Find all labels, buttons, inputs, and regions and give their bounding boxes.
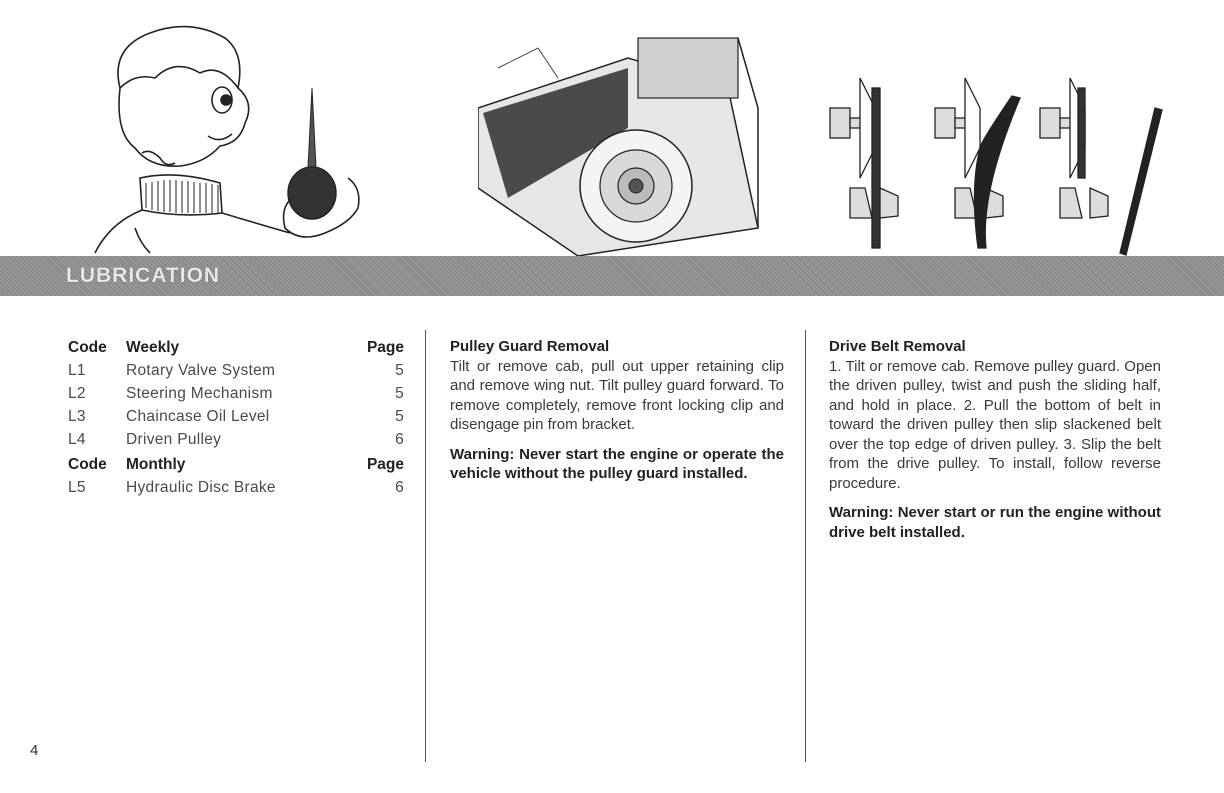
schedule-item: Driven Pulley [126,431,222,448]
pulley-guard-body: Tilt or remove cab, pull out upper retaining clip and remove wing nut. Tilt pulley guard forward. To remove completely, remove front locking clip and disengage pin from bracket. [450,357,784,433]
schedule-code: L4 [68,431,86,448]
schedule-page: 5 [395,408,404,425]
schedule-header-monthly [68,453,404,476]
section-title: LUBRICATION [66,264,221,287]
frequency-header: Weekly [126,339,180,356]
lubrication-schedule-table [68,336,404,499]
schedule-row [68,476,404,499]
pulley-guard-heading: Pulley Guard Removal [450,338,610,355]
schedule-item: Steering Mechanism [126,385,273,402]
pulley-guard-warning: Warning: Never start the engine or operate the vehicle without the pulley guard installed. [450,445,784,482]
schedule-item: Rotary Valve System [126,362,276,379]
column-divider [425,330,426,762]
schedule-header-weekly [68,336,404,359]
schedule-code: L1 [68,362,86,379]
section-banner [0,256,1224,296]
schedule-code: L3 [68,408,86,425]
schedule-item: Hydraulic Disc Brake [126,479,276,496]
drive-belt-body: 1. Tilt or remove cab. Remove pulley guard. Open the driven pulley, twist and push the sliding half, and hold in place. 2. Pull the bottom of belt in toward the driven pulley then slip slackened belt over the top edge of driven pulley. 3. Slip the belt from the drive pulley. To install, follow reverse procedure. [829,357,1161,492]
schedule-code: L2 [68,385,86,402]
page-header: Page [366,339,404,356]
pulley-guard-section [450,337,784,484]
schedule-item: Chaincase Oil Level [126,408,270,425]
boy-with-oil-can-illustration [80,18,380,256]
schedule-row [68,405,404,428]
schedule-row [68,359,404,382]
schedule-row [68,428,404,451]
drive-belt-section [829,337,1161,542]
schedule-page: 6 [395,479,404,496]
column-divider [805,330,806,762]
frequency-header: Monthly [126,456,186,473]
schedule-page: 5 [395,362,404,379]
page-number: 4 [30,742,39,759]
schedule-page: 6 [395,431,404,448]
schedule-row [68,382,404,405]
code-header: Code [68,456,107,473]
page-header: Page [366,456,404,473]
schedule-code: L5 [68,479,86,496]
pulley-guard-illustration [478,28,778,256]
drive-belt-heading: Drive Belt Removal [829,338,966,355]
drive-belt-warning: Warning: Never start or run the engine without drive belt installed. [829,504,1161,541]
drive-belt-steps-illustration [820,68,1170,256]
schedule-page: 5 [395,385,404,402]
code-header: Code [68,339,107,356]
